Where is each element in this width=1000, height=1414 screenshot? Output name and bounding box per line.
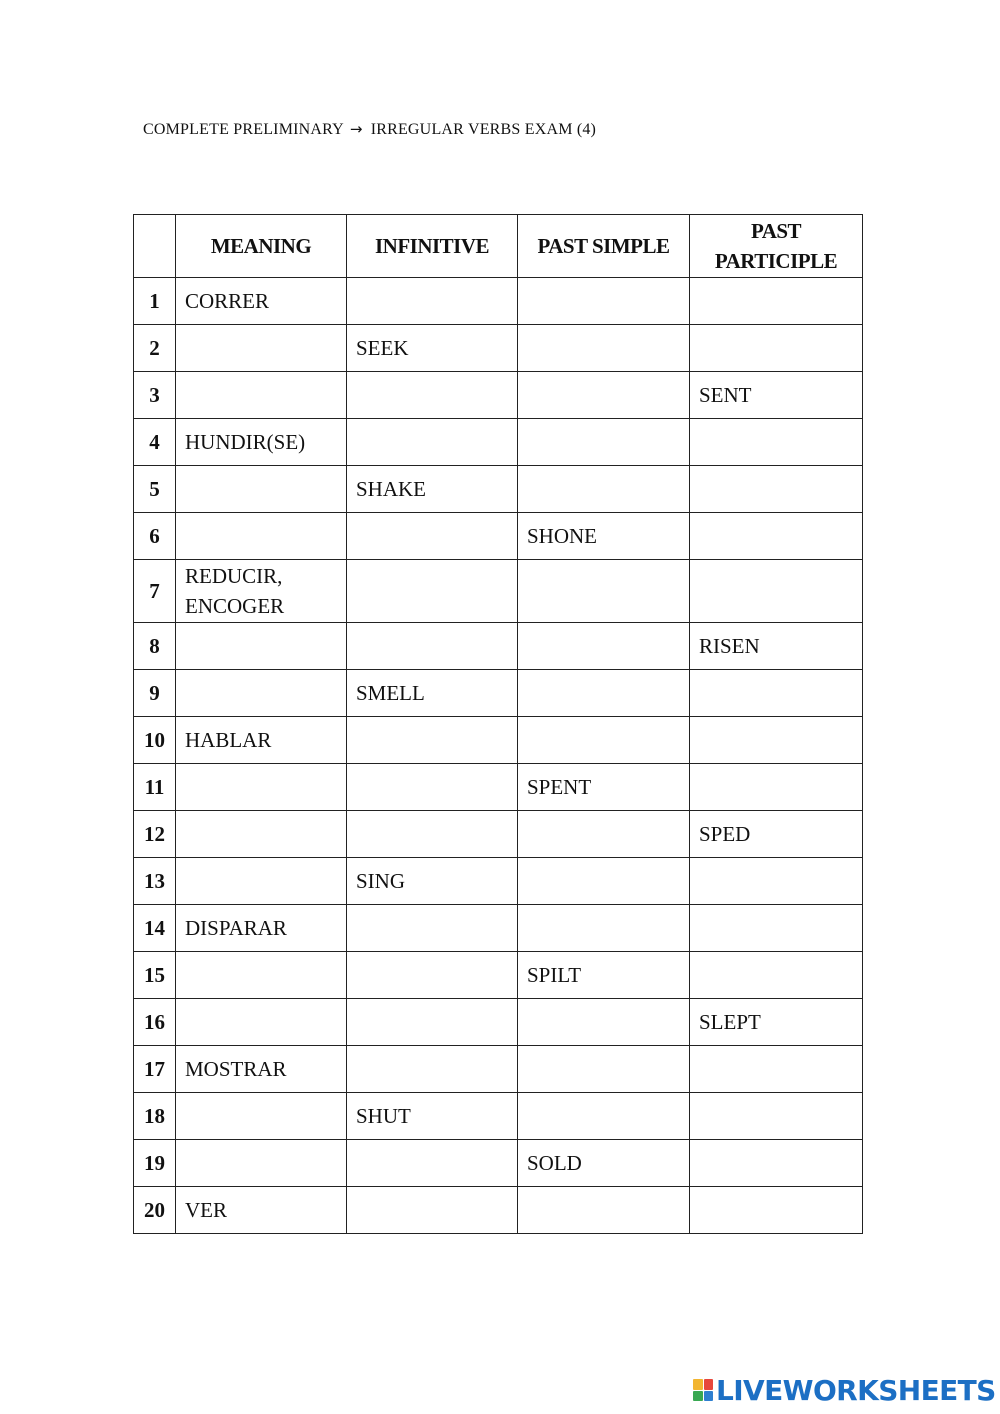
row-number: 4 [134,419,176,466]
past-simple-cell: SPILT [518,952,690,999]
row-number: 13 [134,858,176,905]
past-simple-cell: SOLD [518,1140,690,1187]
past-simple-cell[interactable] [518,278,690,325]
past-participle-cell[interactable] [690,858,863,905]
row-number: 6 [134,513,176,560]
past-participle-cell[interactable] [690,1187,863,1234]
worksheet-title [143,120,596,139]
column-header-past-simple: PAST SIMPLE [518,215,690,278]
row-number: 1 [134,278,176,325]
past-participle-cell[interactable] [690,419,863,466]
meaning-cell[interactable] [176,858,347,905]
title-course: COMPLETE PRELIMINARY [143,121,344,138]
infinitive-cell[interactable] [347,1187,518,1234]
past-participle-cell: RISEN [690,623,863,670]
infinitive-cell: SHAKE [347,466,518,513]
infinitive-cell: SMELL [347,670,518,717]
table-row [134,419,863,466]
column-header-number [134,215,176,278]
row-number: 10 [134,717,176,764]
infinitive-cell: SHUT [347,1093,518,1140]
meaning-cell[interactable] [176,623,347,670]
row-number: 19 [134,1140,176,1187]
row-number: 20 [134,1187,176,1234]
row-number: 11 [134,764,176,811]
meaning-cell: REDUCIR, ENCOGER [176,560,347,623]
meaning-cell[interactable] [176,1140,347,1187]
table-row [134,325,863,372]
brand-name: LIVEWORKSHEETS [716,1373,996,1407]
infinitive-cell[interactable] [347,999,518,1046]
table-row [134,717,863,764]
meaning-cell: VER [176,1187,347,1234]
row-number: 3 [134,372,176,419]
past-simple-cell[interactable] [518,623,690,670]
past-participle-cell[interactable] [690,952,863,999]
table-row [134,670,863,717]
past-participle-cell: SPED [690,811,863,858]
row-number: 12 [134,811,176,858]
meaning-cell[interactable] [176,952,347,999]
meaning-cell: HUNDIR(SE) [176,419,347,466]
past-simple-cell: SHONE [518,513,690,560]
past-participle-cell[interactable] [690,905,863,952]
infinitive-cell[interactable] [347,419,518,466]
past-participle-cell[interactable] [690,670,863,717]
table-row [134,999,863,1046]
table-row [134,623,863,670]
table-row [134,952,863,999]
liveworksheets-logo-icon [693,1379,713,1401]
infinitive-cell[interactable] [347,764,518,811]
past-simple-cell[interactable] [518,717,690,764]
title-exam: IRREGULAR VERBS EXAM (4) [370,121,597,138]
past-simple-cell[interactable] [518,419,690,466]
past-simple-cell[interactable] [518,999,690,1046]
infinitive-cell[interactable] [347,372,518,419]
column-header-infinitive: INFINITIVE [347,215,518,278]
past-participle-cell[interactable] [690,764,863,811]
past-participle-cell[interactable] [690,325,863,372]
past-simple-cell[interactable] [518,670,690,717]
infinitive-cell[interactable] [347,1046,518,1093]
past-simple-cell[interactable] [518,811,690,858]
past-participle-cell[interactable] [690,1093,863,1140]
row-number: 16 [134,999,176,1046]
past-simple-cell[interactable] [518,325,690,372]
row-number: 7 [134,560,176,623]
table-row [134,905,863,952]
infinitive-cell[interactable] [347,905,518,952]
meaning-cell: MOSTRAR [176,1046,347,1093]
column-header-meaning: MEANING [176,215,347,278]
row-number: 2 [134,325,176,372]
table-row [134,560,863,623]
row-number: 8 [134,623,176,670]
row-number: 9 [134,670,176,717]
past-simple-cell[interactable] [518,560,690,623]
row-number: 18 [134,1093,176,1140]
infinitive-cell: SEEK [347,325,518,372]
meaning-cell[interactable] [176,764,347,811]
past-participle-cell: SLEPT [690,999,863,1046]
column-header-past-participle: PAST PARTICIPLE [690,215,863,278]
table-header-row [134,215,863,278]
past-simple-cell[interactable] [518,1093,690,1140]
infinitive-cell[interactable] [347,1140,518,1187]
past-participle-cell: SENT [690,372,863,419]
infinitive-cell[interactable] [347,513,518,560]
row-number: 14 [134,905,176,952]
table-body [134,278,863,1234]
meaning-cell[interactable] [176,372,347,419]
table-row [134,1140,863,1187]
infinitive-cell[interactable] [347,560,518,623]
table-row [134,466,863,513]
past-participle-cell[interactable] [690,717,863,764]
meaning-cell[interactable] [176,670,347,717]
table-row [134,1187,863,1234]
past-simple-cell[interactable] [518,466,690,513]
table-row [134,513,863,560]
past-participle-cell[interactable] [690,466,863,513]
past-simple-cell[interactable] [518,372,690,419]
past-participle-cell[interactable] [690,278,863,325]
table-row [134,811,863,858]
infinitive-cell[interactable] [347,623,518,670]
infinitive-cell[interactable] [347,278,518,325]
row-number: 15 [134,952,176,999]
past-participle-cell[interactable] [690,1140,863,1187]
past-simple-cell: SPENT [518,764,690,811]
row-number: 5 [134,466,176,513]
meaning-cell[interactable] [176,513,347,560]
row-number: 17 [134,1046,176,1093]
past-simple-cell[interactable] [518,858,690,905]
table-row [134,858,863,905]
irregular-verbs-table [133,214,863,1234]
meaning-cell[interactable] [176,466,347,513]
meaning-cell[interactable] [176,325,347,372]
right-arrow-icon: → [349,120,363,138]
table-row [134,1046,863,1093]
table-row [134,278,863,325]
past-participle-cell[interactable] [690,560,863,623]
past-simple-cell[interactable] [518,1046,690,1093]
meaning-cell[interactable] [176,1093,347,1140]
past-simple-cell[interactable] [518,1187,690,1234]
meaning-cell: CORRER [176,278,347,325]
infinitive-cell[interactable] [347,811,518,858]
liveworksheets-branding [693,1373,996,1407]
table-row [134,372,863,419]
meaning-cell[interactable] [176,811,347,858]
past-participle-cell[interactable] [690,1046,863,1093]
meaning-cell: DISPARAR [176,905,347,952]
past-simple-cell[interactable] [518,905,690,952]
past-participle-cell[interactable] [690,513,863,560]
table-row [134,1093,863,1140]
meaning-cell[interactable] [176,999,347,1046]
infinitive-cell[interactable] [347,952,518,999]
table-row [134,764,863,811]
infinitive-cell[interactable] [347,717,518,764]
infinitive-cell: SING [347,858,518,905]
meaning-cell: HABLAR [176,717,347,764]
